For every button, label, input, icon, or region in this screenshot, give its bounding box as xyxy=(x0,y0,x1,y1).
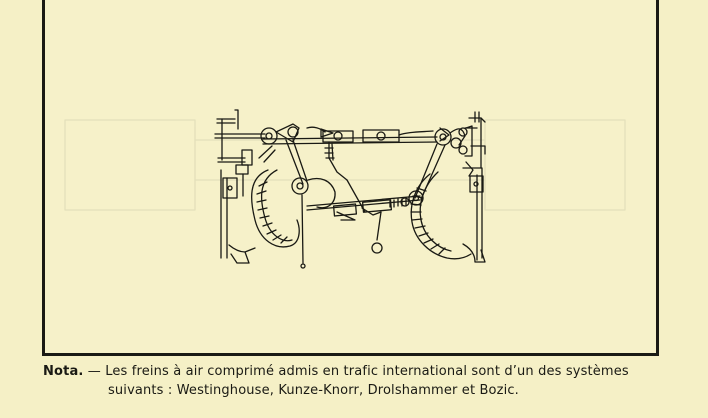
left-lever-assembly xyxy=(259,124,335,268)
footnote-text-1: Les freins à air comprimé admis en trafic international sont d’un des systèmes xyxy=(105,364,629,379)
nota-label: Nota. xyxy=(43,364,84,379)
footnote xyxy=(43,362,673,400)
lower-diagonal-rod xyxy=(307,196,420,220)
footnote-line-1 xyxy=(43,362,665,381)
nota-dash: — xyxy=(87,364,101,379)
left-brake-hose xyxy=(229,170,299,263)
footnote-text-2: suivants : Westinghouse, Kunze-Knorr, Drolshammer et Bozic. xyxy=(108,383,519,398)
illustration-frame xyxy=(42,0,659,356)
brake-coupling-drawing xyxy=(45,0,656,353)
bleed-through-marks xyxy=(65,120,625,210)
left-headstock xyxy=(215,110,265,258)
center-coupling-chain xyxy=(325,142,382,253)
